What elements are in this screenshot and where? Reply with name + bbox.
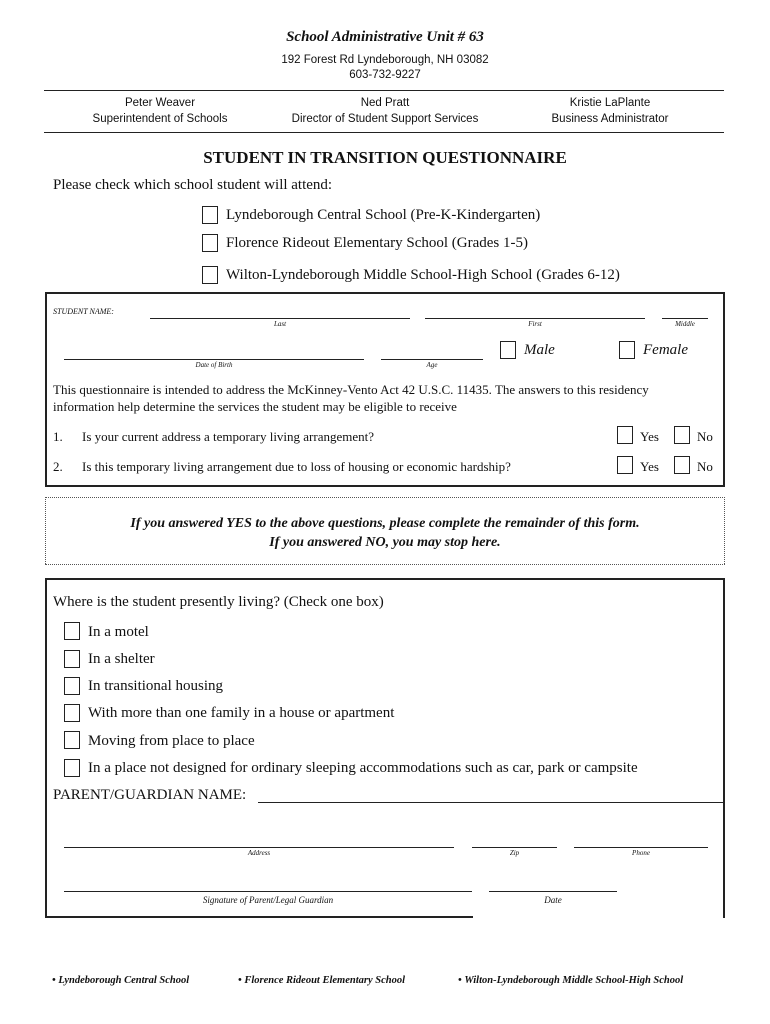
staff-title: Superintendent of Schools [92,113,228,125]
school-prompt: Please check which school student will attend: [53,177,333,193]
age-caption: Age [426,361,438,369]
bullet-icon: • [52,975,59,986]
question-number: 2. [53,459,63,474]
living-option-label: With more than one family in a house or apartment [88,705,395,721]
staff-name: Kristie LaPlante [569,97,651,109]
living-section-bottom-border [45,916,473,918]
living-prompt: Where is the student presently living? (Check one box) [53,594,384,610]
staff-business-admin [520,95,700,127]
staff-title: Director of Student Support Services [291,113,479,125]
female-label: Female [643,342,688,358]
notice-border-bottom [45,564,725,565]
address-field[interactable] [64,847,454,848]
middle-name-field[interactable] [662,318,708,319]
no-label: No [697,429,713,444]
middle-name-caption: Middle [675,320,695,328]
staff-name: Peter Weaver [124,97,196,109]
footer-school-2 [238,975,405,986]
question-number: 1. [53,429,63,444]
living-option-label: In a motel [88,624,149,640]
staff-director [270,95,500,127]
q1-no-checkbox[interactable] [674,426,690,444]
header-divider-top [44,90,724,91]
first-name-field[interactable] [425,318,645,319]
school-checkbox-wlmhs[interactable] [202,266,218,284]
signature-caption: Signature of Parent/Legal Guardian [202,895,334,905]
dob-caption: Date of Birth [195,361,233,369]
living-checkbox-transitional[interactable] [64,677,80,695]
notice-border-top [45,497,725,498]
question-text: Is this temporary living arrangement due to loss of housing or economic hardship? [82,459,511,474]
first-name-caption: First [528,320,542,328]
living-option-label: In a shelter [88,651,155,667]
org-address: 192 Forest Rd Lyndeborough, NH 03082 [281,54,489,66]
staff-name: Ned Pratt [360,97,410,109]
zip-caption: Zip [509,849,520,857]
bullet-icon: • [458,975,465,986]
footer-school-1 [52,975,189,986]
header-divider-bottom [44,132,724,133]
q2-yes-checkbox[interactable] [617,456,633,474]
no-label: No [697,459,713,474]
yes-label: Yes [640,429,659,444]
living-checkbox-shelter[interactable] [64,650,80,668]
male-checkbox[interactable] [500,341,516,359]
school-option-label: Lyndeborough Central School (Pre-K-Kindergarten) [226,207,541,223]
date-field[interactable] [489,891,617,892]
living-option-label: In a place not designed for ordinary sleeping accommodations such as car, park or campsite [88,760,638,776]
last-name-caption: Last [273,320,287,328]
org-phone: 603-732-9227 [349,69,421,81]
staff-title: Business Administrator [551,113,669,125]
staff-superintendent [60,95,260,127]
address-caption: Address [247,849,271,857]
living-checkbox-moving[interactable] [64,731,80,749]
footer-school-label: Wilton-Lyndeborough Middle School-High School [464,975,684,986]
form-title: STUDENT IN TRANSITION QUESTIONNAIRE [203,148,567,167]
living-option-label: In transitional housing [88,678,223,694]
living-checkbox-unsheltered[interactable] [64,759,80,777]
living-checkbox-motel[interactable] [64,622,80,640]
male-label: Male [524,342,555,358]
last-name-field[interactable] [150,318,410,319]
footer-school-label: Florence Rideout Elementary School [244,975,406,986]
phone-caption: Phone [632,849,650,857]
guardian-name-field[interactable] [258,802,724,803]
school-checkbox-lcs[interactable] [202,206,218,224]
school-checkbox-fres[interactable] [202,234,218,252]
zip-field[interactable] [472,847,557,848]
yes-label: Yes [640,459,659,474]
living-option-label: Moving from place to place [88,733,255,749]
q2-no-checkbox[interactable] [674,456,690,474]
date-caption: Date [544,895,562,905]
question-text: Is your current address a temporary living arrangement? [82,429,375,444]
signature-field[interactable] [64,891,472,892]
bullet-icon: • [238,975,245,986]
dob-field[interactable] [64,359,364,360]
guardian-name-label: PARENT/GUARDIAN NAME: [53,787,247,803]
footer-school-3 [458,975,683,986]
female-checkbox[interactable] [619,341,635,359]
student-name-label: STUDENT NAME: [53,307,114,316]
school-option-label: Florence Rideout Elementary School (Grades 1-5) [226,235,528,251]
notice-line-1: If you answered YES to the above questions, please complete the remainder of this form. [130,516,640,531]
org-name: School Administrative Unit # 63 [286,29,484,45]
living-checkbox-shared-housing[interactable] [64,704,80,722]
q1-yes-checkbox[interactable] [617,426,633,444]
school-option-label: Wilton-Lyndeborough Middle School-High School (Grades 6-12) [226,267,620,283]
notice-line-2: If you answered NO, you may stop here. [269,535,501,550]
footer-school-label: Lyndeborough Central School [58,975,190,986]
mckinney-vento-intro: This questionnaire is intended to address the McKinney-Vento Act 42 U.S.C. 11435. The answers to this residency information help determine the services the student may be eligible to receive [53,382,649,414]
phone-field[interactable] [574,847,708,848]
age-field[interactable] [381,359,483,360]
